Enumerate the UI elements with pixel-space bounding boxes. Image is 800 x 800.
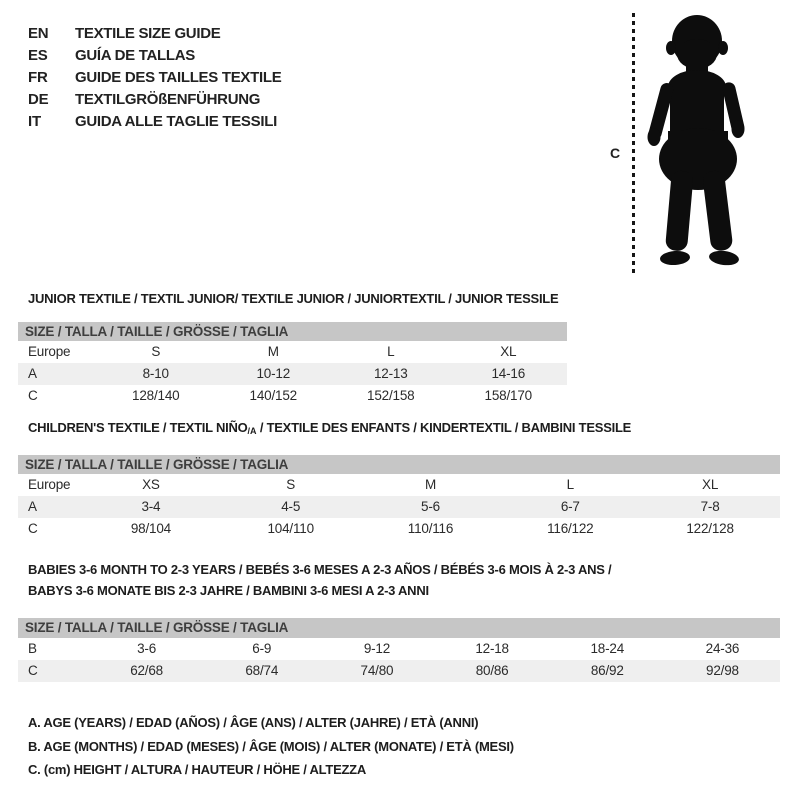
size-cell: XS: [142, 477, 160, 492]
children-title-prefix: CHILDREN'S TEXTILE / TEXTIL NIÑO: [28, 420, 248, 435]
value-cell: 128/140: [132, 388, 180, 403]
value-cell: 6-9: [252, 641, 272, 656]
language-title: GUÍA DE TALLAS: [75, 47, 195, 64]
value-cell: 12-13: [373, 366, 408, 381]
size-header-bar: SIZE / TALLA / TAILLE / GRÖSSE / TAGLIA: [18, 455, 780, 474]
value-cell: 8-10: [142, 366, 169, 381]
language-row: [28, 89, 281, 111]
language-title: TEXTILGRÖßENFÜHRUNG: [75, 91, 261, 108]
footnote-c: C. (cm) HEIGHT / ALTURA / HAUTEUR / HÖHE / ALTEZZA: [28, 762, 367, 777]
table-row: [18, 363, 567, 385]
value-cell: 116/122: [547, 521, 594, 536]
value-cell: 6-7: [560, 499, 580, 514]
table-row: [18, 385, 567, 407]
language-list: [28, 23, 281, 133]
value-cell: 18-24: [590, 641, 625, 656]
language-title: TEXTILE SIZE GUIDE: [75, 25, 221, 42]
size-cell: L: [387, 344, 395, 359]
table-row: [18, 341, 567, 363]
value-cell: 74/80: [360, 663, 394, 678]
height-dotted-line: [632, 13, 635, 277]
value-cell: 80/86: [475, 663, 509, 678]
value-cell: 86/92: [590, 663, 624, 678]
value-cell: 158/170: [484, 388, 532, 403]
babies-section-title-line1: BABIES 3-6 MONTH TO 2-3 YEARS / BEBÉS 3-6 MESES A 2-3 AÑOS / BÉBÉS 3-6 MOIS À 2-3 ANS /: [28, 562, 612, 577]
row-label: C: [28, 388, 38, 403]
row-label: A: [28, 366, 37, 381]
value-cell: 68/74: [245, 663, 279, 678]
language-row: [28, 45, 281, 67]
size-cell: M: [267, 344, 279, 359]
language-code: ES: [28, 47, 48, 64]
children-title-suffix: / TEXTILE DES ENFANTS / KINDERTEXTIL / BAMBINI TESSILE: [256, 420, 632, 435]
table-row: [18, 496, 780, 518]
value-cell: 122/128: [686, 521, 734, 536]
value-cell: 10-12: [256, 366, 291, 381]
row-label: C: [28, 521, 38, 536]
junior-size-table: [18, 322, 567, 407]
language-code: EN: [28, 25, 49, 42]
size-cell: XL: [500, 344, 517, 359]
size-cell: L: [566, 477, 574, 492]
table-row: [18, 660, 780, 682]
height-label-c: C: [609, 145, 621, 161]
junior-section-title: JUNIOR TEXTILE / TEXTIL JUNIOR/ TEXTILE JUNIOR / JUNIORTEXTIL / JUNIOR TESSILE: [28, 291, 559, 306]
footnote-a: A. AGE (YEARS) / EDAD (AÑOS) / ÂGE (ANS) / ALTER (JAHRE) / ETÀ (ANNI): [28, 715, 479, 730]
value-cell: 104/110: [267, 521, 314, 536]
size-cell: XL: [702, 477, 719, 492]
size-cell: S: [286, 477, 296, 492]
row-label: C: [28, 663, 38, 678]
value-cell: 7-8: [700, 499, 720, 514]
table-row: [18, 638, 780, 660]
value-cell: 3-4: [141, 499, 161, 514]
language-code: DE: [28, 91, 49, 108]
value-cell: 12-18: [475, 641, 509, 656]
size-cell: S: [151, 344, 161, 359]
babies-section-title-line2: BABYS 3-6 MONATE BIS 2-3 JAHRE / BAMBINI 3-6 MESI A 2-3 ANNI: [28, 583, 429, 598]
babies-size-table: [18, 618, 780, 682]
language-title: GUIDA ALLE TAGLIE TESSILI: [75, 113, 277, 130]
footnotes: [28, 711, 514, 782]
language-title: GUIDE DES TAILLES TEXTILE: [75, 69, 282, 86]
row-label: Europe: [28, 344, 71, 359]
size-header-bar: SIZE / TALLA / TAILLE / GRÖSSE / TAGLIA: [18, 322, 567, 341]
size-header-bar: SIZE / TALLA / TAILLE / GRÖSSE / TAGLIA: [18, 618, 780, 638]
value-cell: 62/68: [130, 663, 163, 678]
language-row: [28, 23, 281, 45]
value-cell: 92/98: [706, 663, 739, 678]
row-label: Europe: [28, 477, 71, 492]
language-code: IT: [28, 113, 41, 130]
value-cell: 98/104: [130, 521, 171, 536]
row-label: B: [28, 641, 37, 656]
value-cell: 152/158: [367, 388, 415, 403]
table-row: [18, 518, 780, 540]
children-title-sub: /A: [247, 426, 257, 436]
value-cell: 110/116: [407, 521, 454, 536]
children-section-title: [28, 420, 631, 436]
size-cell: M: [424, 477, 437, 492]
children-size-table: [18, 455, 780, 540]
language-row: [28, 111, 281, 133]
language-row: [28, 67, 281, 89]
value-cell: 5-6: [421, 499, 440, 514]
value-cell: 140/152: [249, 388, 297, 403]
toddler-silhouette-icon: [644, 13, 764, 273]
row-label: A: [28, 499, 37, 514]
footnote-b: B. AGE (MONTHS) / EDAD (MESES) / ÂGE (MOIS) / ALTER (MONATE) / ETÀ (MESI): [28, 738, 514, 754]
value-cell: 3-6: [137, 641, 157, 656]
value-cell: 24-36: [705, 641, 740, 656]
value-cell: 9-12: [363, 641, 391, 656]
table-row: [18, 474, 780, 496]
value-cell: 14-16: [491, 366, 526, 381]
value-cell: 4-5: [281, 499, 301, 514]
language-code: FR: [28, 69, 48, 86]
